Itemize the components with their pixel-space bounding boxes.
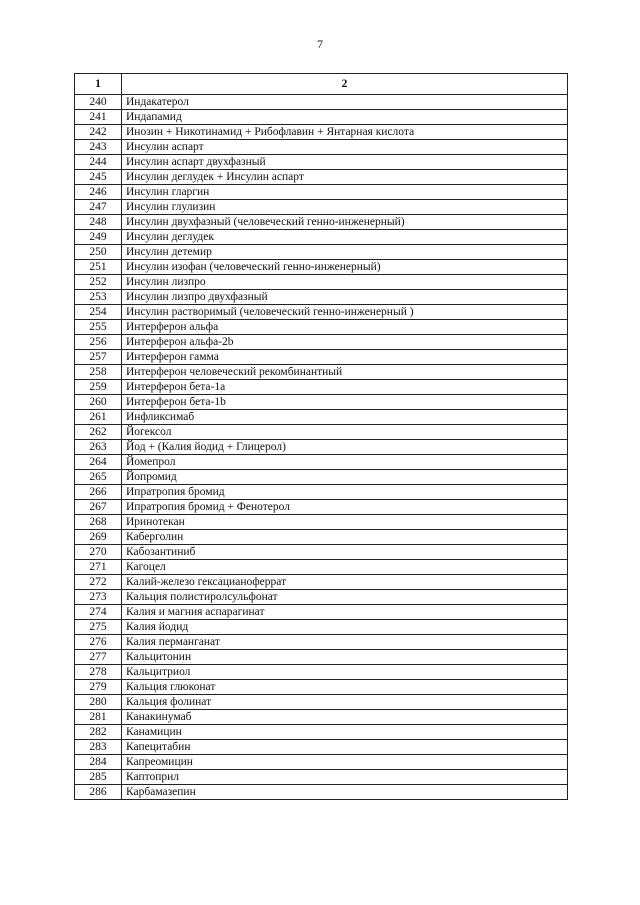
drug-name-cell: Канакинумаб (122, 710, 568, 725)
table-row (75, 170, 568, 185)
drug-name-cell: Ипратропия бромид + Фенотерол (122, 500, 568, 515)
row-number-cell: 283 (75, 740, 122, 755)
table-row (75, 260, 568, 275)
row-number-cell: 280 (75, 695, 122, 710)
table-row (75, 695, 568, 710)
table-row (75, 410, 568, 425)
drug-name-cell: Интерферон бета-1b (122, 395, 568, 410)
drug-name-cell: Инсулин лизпро двухфазный (122, 290, 568, 305)
table-row (75, 590, 568, 605)
drug-name-cell: Кальцитриол (122, 665, 568, 680)
drug-name-cell: Кабозантиниб (122, 545, 568, 560)
row-number-cell: 279 (75, 680, 122, 695)
row-number-cell: 245 (75, 170, 122, 185)
table-row (75, 575, 568, 590)
row-number-cell: 247 (75, 200, 122, 215)
drug-name-cell: Карбамазепин (122, 785, 568, 800)
drug-name-cell: Кагоцел (122, 560, 568, 575)
table-row (75, 725, 568, 740)
row-number-cell: 243 (75, 140, 122, 155)
row-number-cell: 240 (75, 95, 122, 110)
drug-name-cell: Йогексол (122, 425, 568, 440)
table-row (75, 245, 568, 260)
drug-name-cell: Интерферон бета-1а (122, 380, 568, 395)
row-number-cell: 277 (75, 650, 122, 665)
row-number-cell: 254 (75, 305, 122, 320)
table-row (75, 665, 568, 680)
drug-name-cell: Индапамид (122, 110, 568, 125)
row-number-cell: 260 (75, 395, 122, 410)
row-number-cell: 272 (75, 575, 122, 590)
row-number-cell: 258 (75, 365, 122, 380)
row-number-cell: 275 (75, 620, 122, 635)
table-row (75, 710, 568, 725)
table-row (75, 305, 568, 320)
drug-name-cell: Калия перманганат (122, 635, 568, 650)
table-row (75, 470, 568, 485)
table-row (75, 110, 568, 125)
column-header-number: 1 (75, 74, 122, 95)
row-number-cell: 278 (75, 665, 122, 680)
drug-name-cell: Иринотекан (122, 515, 568, 530)
table-row (75, 140, 568, 155)
table-row (75, 545, 568, 560)
table-row (75, 740, 568, 755)
drug-name-cell: Капецитабин (122, 740, 568, 755)
drug-name-cell: Инсулин деглудек (122, 230, 568, 245)
row-number-cell: 251 (75, 260, 122, 275)
row-number-cell: 269 (75, 530, 122, 545)
drug-name-cell: Каберголин (122, 530, 568, 545)
row-number-cell: 249 (75, 230, 122, 245)
table-row (75, 125, 568, 140)
table-row (75, 500, 568, 515)
table-row (75, 230, 568, 245)
row-number-cell: 266 (75, 485, 122, 500)
row-number-cell: 273 (75, 590, 122, 605)
drug-name-cell: Кальцитонин (122, 650, 568, 665)
drug-name-cell: Инсулин двухфазный (человеческий генно-инженерный) (122, 215, 568, 230)
table-row (75, 635, 568, 650)
drug-name-cell: Инсулин гларгин (122, 185, 568, 200)
row-number-cell: 281 (75, 710, 122, 725)
row-number-cell: 285 (75, 770, 122, 785)
drug-name-cell: Канамицин (122, 725, 568, 740)
row-number-cell: 242 (75, 125, 122, 140)
table-body (75, 95, 568, 800)
row-number-cell: 255 (75, 320, 122, 335)
table-row (75, 440, 568, 455)
drug-name-cell: Инсулин глулизин (122, 200, 568, 215)
drug-name-cell: Йомепрол (122, 455, 568, 470)
drug-name-cell: Инсулин лизпро (122, 275, 568, 290)
drug-name-cell: Инсулин аспарт (122, 140, 568, 155)
drug-name-cell: Инсулин растворимый (человеческий генно-инженерный ) (122, 305, 568, 320)
row-number-cell: 270 (75, 545, 122, 560)
row-number-cell: 261 (75, 410, 122, 425)
drug-name-cell: Интерферон альфа-2b (122, 335, 568, 350)
column-header-name: 2 (122, 74, 568, 95)
table-row (75, 380, 568, 395)
row-number-cell: 284 (75, 755, 122, 770)
drug-name-cell: Йод + (Калия йодид + Глицерол) (122, 440, 568, 455)
table-row (75, 275, 568, 290)
table-row (75, 335, 568, 350)
row-number-cell: 265 (75, 470, 122, 485)
row-number-cell: 257 (75, 350, 122, 365)
table-row (75, 320, 568, 335)
row-number-cell: 246 (75, 185, 122, 200)
table-row (75, 485, 568, 500)
drug-name-cell: Индакатерол (122, 95, 568, 110)
row-number-cell: 264 (75, 455, 122, 470)
drug-name-cell: Йопромид (122, 470, 568, 485)
table-row (75, 155, 568, 170)
row-number-cell: 252 (75, 275, 122, 290)
drug-name-cell: Кальция глюконат (122, 680, 568, 695)
drug-name-cell: Калия и магния аспарагинат (122, 605, 568, 620)
row-number-cell: 274 (75, 605, 122, 620)
table-row (75, 515, 568, 530)
row-number-cell: 267 (75, 500, 122, 515)
drug-name-cell: Интерферон человеческий рекомбинантный (122, 365, 568, 380)
drug-name-cell: Кальция полистиролсульфонат (122, 590, 568, 605)
row-number-cell: 286 (75, 785, 122, 800)
page-number: 7 (317, 37, 323, 51)
row-number-cell: 256 (75, 335, 122, 350)
row-number-cell: 241 (75, 110, 122, 125)
table-row (75, 290, 568, 305)
row-number-cell: 259 (75, 380, 122, 395)
row-number-cell: 276 (75, 635, 122, 650)
table-row (75, 200, 568, 215)
drug-name-cell: Капреомицин (122, 755, 568, 770)
table-row (75, 785, 568, 800)
table-row (75, 605, 568, 620)
row-number-cell: 248 (75, 215, 122, 230)
drug-list-table (74, 73, 568, 800)
drug-name-cell: Кальция фолинат (122, 695, 568, 710)
table-row (75, 425, 568, 440)
table-row (75, 755, 568, 770)
drug-name-cell: Инсулин аспарт двухфазный (122, 155, 568, 170)
drug-name-cell: Инсулин детемир (122, 245, 568, 260)
table-row (75, 680, 568, 695)
row-number-cell: 244 (75, 155, 122, 170)
row-number-cell: 268 (75, 515, 122, 530)
drug-name-cell: Калия йодид (122, 620, 568, 635)
drug-name-cell: Интерферон гамма (122, 350, 568, 365)
drug-name-cell: Интерферон альфа (122, 320, 568, 335)
table-row (75, 620, 568, 635)
drug-name-cell: Инсулин деглудек + Инсулин аспарт (122, 170, 568, 185)
row-number-cell: 262 (75, 425, 122, 440)
table-row (75, 560, 568, 575)
table-header-row (75, 74, 568, 95)
row-number-cell: 250 (75, 245, 122, 260)
table-row (75, 185, 568, 200)
table-row (75, 455, 568, 470)
table-row (75, 395, 568, 410)
drug-name-cell: Каптоприл (122, 770, 568, 785)
table-row (75, 770, 568, 785)
drug-name-cell: Инфликсимаб (122, 410, 568, 425)
drug-name-cell: Ипратропия бромид (122, 485, 568, 500)
table-row (75, 650, 568, 665)
drug-name-cell: Инозин + Никотинамид + Рибофлавин + Янтарная кислота (122, 125, 568, 140)
row-number-cell: 271 (75, 560, 122, 575)
row-number-cell: 253 (75, 290, 122, 305)
row-number-cell: 263 (75, 440, 122, 455)
table-row (75, 95, 568, 110)
table-row (75, 215, 568, 230)
drug-name-cell: Калий-железо гексацианоферрат (122, 575, 568, 590)
drug-name-cell: Инсулин изофан (человеческий генно-инженерный) (122, 260, 568, 275)
table-row (75, 365, 568, 380)
table-row (75, 530, 568, 545)
table-row (75, 350, 568, 365)
row-number-cell: 282 (75, 725, 122, 740)
